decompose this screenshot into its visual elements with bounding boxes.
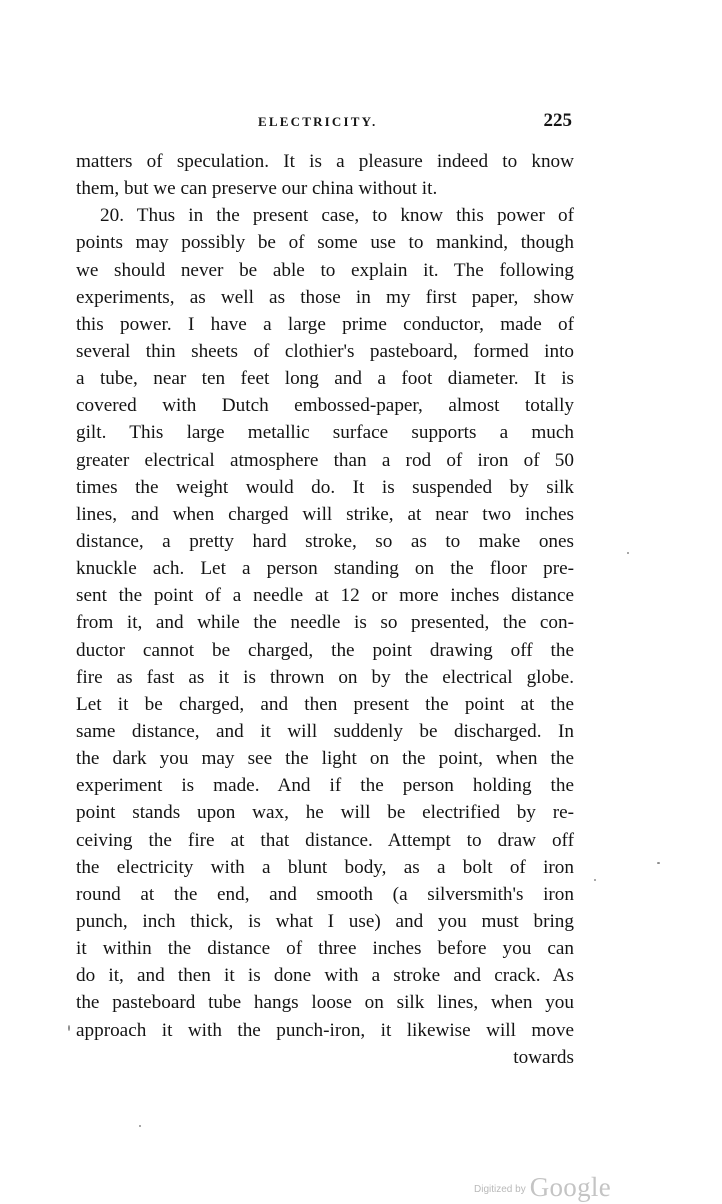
catchword: towards [513,1046,574,1068]
text-line: Let it be charged, and then present the point at the [76,693,574,715]
page-number: 225 [543,110,572,131]
running-head: ELECTRICITY. [258,114,378,129]
text-line: same distance, and it will suddenly be discharged. In [76,720,574,742]
paper-speck [627,552,629,554]
text-line: it within the distance of three inches before you can [76,938,574,960]
text-line: the dark you may see the light on the point, when the [76,748,574,770]
text-line: lines, and when charged will strike, at near two inches [76,503,574,525]
text-line: point stands upon wax, he will be electrified by re- [76,802,574,824]
paper-speck [594,879,596,881]
text-line: from it, and while the needle is so presented, the con- [76,612,574,634]
text-line: greater electrical atmosphere than a rod of iron of 50 [76,449,574,471]
page-header [78,110,572,136]
text-line: experiments, as well as those in my first paper, show [76,286,574,308]
text-line: points may possibly be of some use to mankind, though [76,232,574,254]
body-text [76,148,574,1071]
text-line: experiment is made. And if the person holding the [76,775,574,797]
text-line: several thin sheets of clothier's pasteboard, formed into [76,340,574,362]
text-line: round at the end, and smooth (a silversmith's iron [76,883,574,905]
digitized-prefix: Digitized by [474,1184,526,1195]
text-line: sent the point of a needle at 12 or more inches distance [76,585,574,607]
text-line: fire as fast as it is thrown on by the electrical globe. [76,666,574,688]
text-line: gilt. This large metallic surface supports a much [76,422,574,444]
text-line: knuckle ach. Let a person standing on the floor pre- [76,558,574,580]
text-line: punch, inch thick, is what I use) and you must bring [76,910,574,932]
text-line: the electricity with a blunt body, as a bolt of iron [76,856,574,878]
paper-speck [657,862,660,864]
text-line: this power. I have a large prime conductor, made of [76,313,574,335]
text-line: approach it with the punch-iron, it likewise will move [76,1019,574,1041]
text-line: the pasteboard tube hangs loose on silk lines, when you [76,992,574,1014]
text-line: we should never be able to explain it. The following [76,259,574,281]
text-line: ceiving the fire at that distance. Attempt to draw off [76,829,574,851]
text-line: times the weight would do. It is suspended by silk [76,476,574,498]
text-line: them, but we can preserve our china without it. [76,178,438,200]
paper-speck [139,1125,141,1127]
text-line: matters of speculation. It is a pleasure indeed to know [76,151,574,172]
paragraph-start-line: 20. Thus in the present case, to know this power of [100,205,574,227]
text-line: ductor cannot be charged, the point drawing off the [76,639,574,661]
text-line: distance, a pretty hard stroke, so as to make ones [76,530,574,552]
text-line: do it, and then it is done with a stroke and crack. As [76,965,574,987]
paper-speck [68,1025,70,1031]
google-wordmark: Google [529,1172,611,1202]
text-line: a tube, near ten feet long and a foot diameter. It is [76,368,574,390]
digitized-watermark [474,1172,611,1203]
text-line: covered with Dutch embossed-paper, almost totally [76,395,574,417]
